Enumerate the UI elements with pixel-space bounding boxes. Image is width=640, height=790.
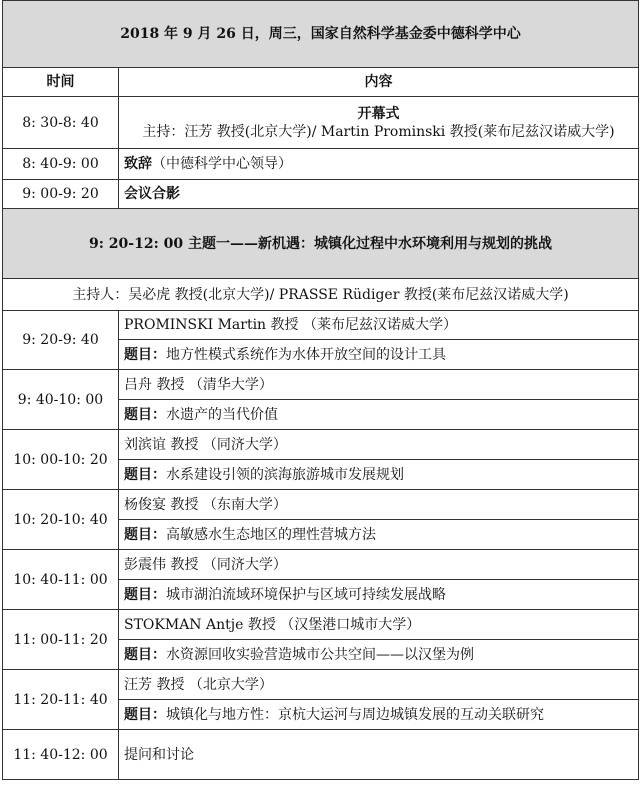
topic-label: 题目：	[124, 346, 166, 363]
table-row	[3, 149, 639, 180]
topic-text: 城镇化与地方性：京杭大运河与周边城镇发展的互动关联研究	[166, 706, 544, 723]
talk-speaker-row	[3, 430, 639, 460]
time-cell: 11: 40-12: 00	[3, 730, 119, 780]
topic-label: 题目：	[124, 466, 166, 483]
content-cell	[119, 149, 639, 180]
speaker-cell: 杨俊宴 教授 （东南大学）	[119, 490, 639, 520]
talk-speaker-row	[3, 670, 639, 700]
topic-cell	[119, 400, 639, 430]
date-banner-row	[3, 1, 639, 68]
topic-label: 题目：	[124, 586, 166, 603]
topic-text: 城市湖泊流域环境保护与区域可持续发展战略	[166, 586, 446, 603]
time-cell: 10: 20-10: 40	[3, 490, 119, 550]
topic-label: 题目：	[124, 706, 166, 723]
time-cell: 10: 00-10: 20	[3, 430, 119, 490]
discussion-row	[3, 730, 639, 780]
topic-cell	[119, 640, 639, 670]
time-cell: 8: 30-8: 40	[3, 97, 119, 149]
chair-row	[3, 279, 639, 311]
speaker-cell: PROMINSKI Martin 教授 （莱布尼兹汉诺威大学）	[119, 311, 639, 340]
speaker-cell: 吕舟 教授 （清华大学）	[119, 370, 639, 400]
time-cell: 10: 40-11: 00	[3, 550, 119, 610]
opening-title: 开幕式	[357, 105, 400, 122]
time-cell: 8: 40-9: 00	[3, 149, 119, 180]
topic-text: 水遗产的当代价值	[166, 406, 278, 423]
topic-label: 题目：	[124, 646, 166, 663]
item-title: 致辞	[124, 156, 152, 172]
content-cell	[119, 97, 639, 149]
talk-speaker-row	[3, 370, 639, 400]
speaker-cell: 汪芳 教授 （北京大学）	[119, 670, 639, 700]
item-note: （中德科学中心领导）	[152, 156, 292, 172]
schedule-table	[2, 0, 639, 780]
content-cell	[119, 180, 639, 209]
discussion-cell: 提问和讨论	[119, 730, 639, 780]
talk-speaker-row	[3, 311, 639, 340]
time-cell: 9: 40-10: 00	[3, 370, 119, 430]
time-cell: 11: 00-11: 20	[3, 610, 119, 670]
topic-text: 水系建设引领的滨海旅游城市发展规划	[166, 466, 404, 483]
speaker-cell: STOKMAN Antje 教授 （汉堡港口城市大学）	[119, 610, 639, 640]
topic-cell	[119, 520, 639, 550]
theme-banner-row	[3, 209, 639, 279]
theme-banner: 9: 20-12: 00 主题一——新机遇：城镇化过程中水环境利用与规划的挑战	[3, 209, 639, 279]
talk-speaker-row	[3, 610, 639, 640]
topic-cell	[119, 460, 639, 490]
topic-cell	[119, 580, 639, 610]
topic-text: 地方性模式系统作为水体开放空间的设计工具	[166, 346, 446, 363]
speaker-cell: 彭震伟 教授 （同济大学）	[119, 550, 639, 580]
header-time: 时间	[3, 68, 119, 97]
table-row	[3, 180, 639, 209]
time-cell: 9: 20-9: 40	[3, 311, 119, 370]
topic-label: 题目：	[124, 526, 166, 543]
topic-cell	[119, 340, 639, 370]
header-row	[3, 68, 639, 97]
talk-speaker-row	[3, 490, 639, 520]
time-cell: 9: 00-9: 20	[3, 180, 119, 209]
opening-host: 主持：汪芳 教授(北京大学)/ Martin Prominski 教授(莱布尼兹汉诺威大学)	[142, 123, 615, 140]
topic-text: 水资源回收实验营造城市公共空间——以汉堡为例	[166, 646, 474, 663]
topic-text: 高敏感水生态地区的理性营城方法	[166, 526, 376, 543]
talk-speaker-row	[3, 550, 639, 580]
table-row	[3, 97, 639, 149]
item-title: 会议合影	[124, 186, 180, 202]
speaker-cell: 刘滨谊 教授 （同济大学）	[119, 430, 639, 460]
topic-cell	[119, 700, 639, 730]
date-banner: 2018 年 9 月 26 日，周三，国家自然科学基金委中德科学中心	[3, 1, 639, 68]
chair-text: 主持人：吴必虎 教授(北京大学)/ PRASSE Rüdiger 教授(莱布尼兹汉诺威大学)	[3, 279, 639, 311]
header-content: 内容	[119, 68, 639, 97]
topic-label: 题目：	[124, 406, 166, 423]
time-cell: 11: 20-11: 40	[3, 670, 119, 730]
